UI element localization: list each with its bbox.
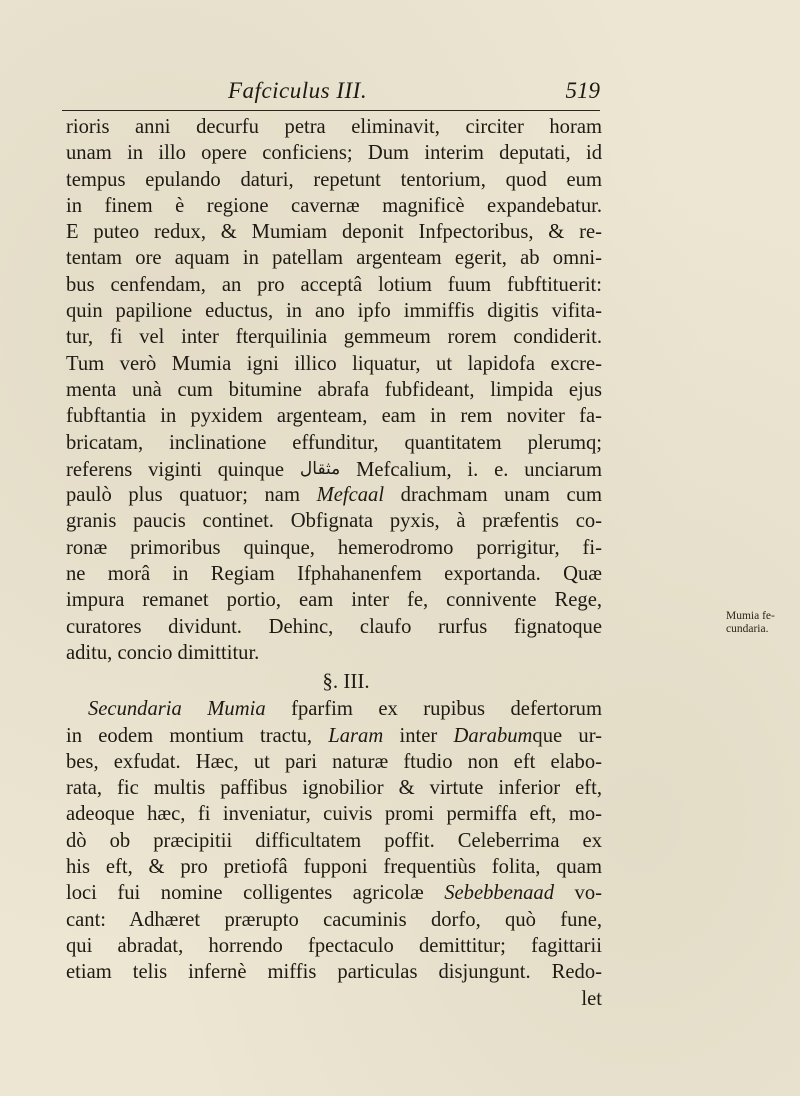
text-line: granis paucis continet. Obfignata pyxis, à præfentis co-	[66, 510, 602, 533]
text-line: tur, fi vel inter fterquilinia gemmeum rorem condiderit.	[66, 326, 602, 349]
text-line: ne morâ in Regiam Ifphahanenfem exportanda. Quæ	[66, 563, 602, 586]
italic-term: Darabum	[453, 724, 533, 747]
text-line: rata, fic multis paffibus ignobilior & virtute inferior eft,	[66, 777, 602, 800]
text-line-arabic: referens viginti quinque مثقال Mefcalium, i. e. unciarum	[66, 456, 602, 482]
italic-term: Mefcaal	[316, 484, 385, 507]
text-line: unam in illo opere conficiens; Dum interim deputati, id	[66, 142, 602, 165]
margin-note-line: Mumia fe-	[726, 610, 775, 622]
text-line: tentam ore aquam in patellam argenteam egerit, ab omni-	[66, 247, 602, 270]
text-line: in finem è regione cavernæ magnificè expandebatur.	[66, 194, 602, 217]
text-line: in eodem montium tractu, Laram inter Darabumque ur-	[66, 724, 602, 747]
main-text	[66, 114, 602, 1012]
text-line: ronæ primoribus quinque, hemerodromo porrigitur, fi-	[66, 536, 602, 559]
text-line: fubftantia in pyxidem argenteam, eam in rem noviter fa-	[66, 405, 602, 428]
text-line: cant: Adhæret prærupto cacuminis dorfo, quò fune,	[66, 908, 602, 931]
text-line: etiam telis infernè miffis particulas disjungunt. Redo-	[66, 961, 602, 984]
text-line: his eft, & pro pretiofâ fupponi frequentiùs folita, quam	[66, 856, 602, 879]
text-line: loci fui nomine colligentes agricolæ Sebebbenaad vo-	[66, 882, 602, 905]
text-line: menta unà cum bitumine abrafa fubfideant, limpida ejus	[66, 378, 602, 401]
running-title: Fafciculus III.	[228, 78, 368, 103]
text-line: rioris anni decurfu petra eliminavit, circiter horam	[66, 116, 602, 138]
text-line: Tum verò Mumia igni illico liquatur, ut lapidofa excre-	[66, 352, 602, 375]
italic-term: Secundaria Mumia	[88, 698, 266, 721]
italic-term: Sebebbenaad	[444, 882, 555, 905]
page-number: 519	[565, 78, 600, 103]
text-line: impura remanet portio, eam inter fe, connivente Rege,	[66, 589, 602, 612]
text-line: aditu, concio dimittitur.	[66, 641, 260, 664]
text-line: paulò plus quatuor; nam Mefcaal drachmam unam cum	[66, 484, 602, 507]
text-line: bricatam, inclinatione effunditur, quantitatem plerumq;	[66, 431, 602, 454]
text-line: bes, exfudat. Hæc, ut pari naturæ ftudio non eft elabo-	[66, 750, 602, 773]
text-line: Secundaria Mumia fparfim ex rupibus defertorum	[88, 698, 602, 721]
text-line: qui abradat, horrendo fpectaculo demittitur; fagittarii	[66, 934, 602, 957]
text-line: bus cenfendam, an pro acceptâ lotium fuum fubftituerit:	[66, 273, 602, 296]
margin-note	[726, 610, 796, 636]
section-heading: §. III.	[322, 669, 370, 694]
text-line: dò ob præcipitii difficultatem poffit. Celeberrima ex	[66, 829, 602, 852]
text-line: quin papilione eductus, in ano ipfo immiffis digitis vifita-	[66, 300, 602, 323]
text-line: curatores dividunt. Dehinc, claufo rurfus fignatoque	[66, 615, 602, 638]
catchword: let	[581, 987, 602, 1010]
italic-term: Laram	[328, 724, 384, 747]
text-line: E puteo redux, & Mumiam deponit Infpectoribus, & re-	[66, 221, 602, 244]
running-head	[62, 76, 600, 111]
margin-note-line: cundaria.	[726, 623, 769, 635]
arabic-word: مثقال	[299, 458, 341, 479]
text-line: tempus epulando daturi, repetunt tentorium, quod eum	[66, 168, 602, 191]
text-line: adeoque hæc, fi inveniatur, cuivis promi permiffa eft, mo-	[66, 803, 602, 826]
